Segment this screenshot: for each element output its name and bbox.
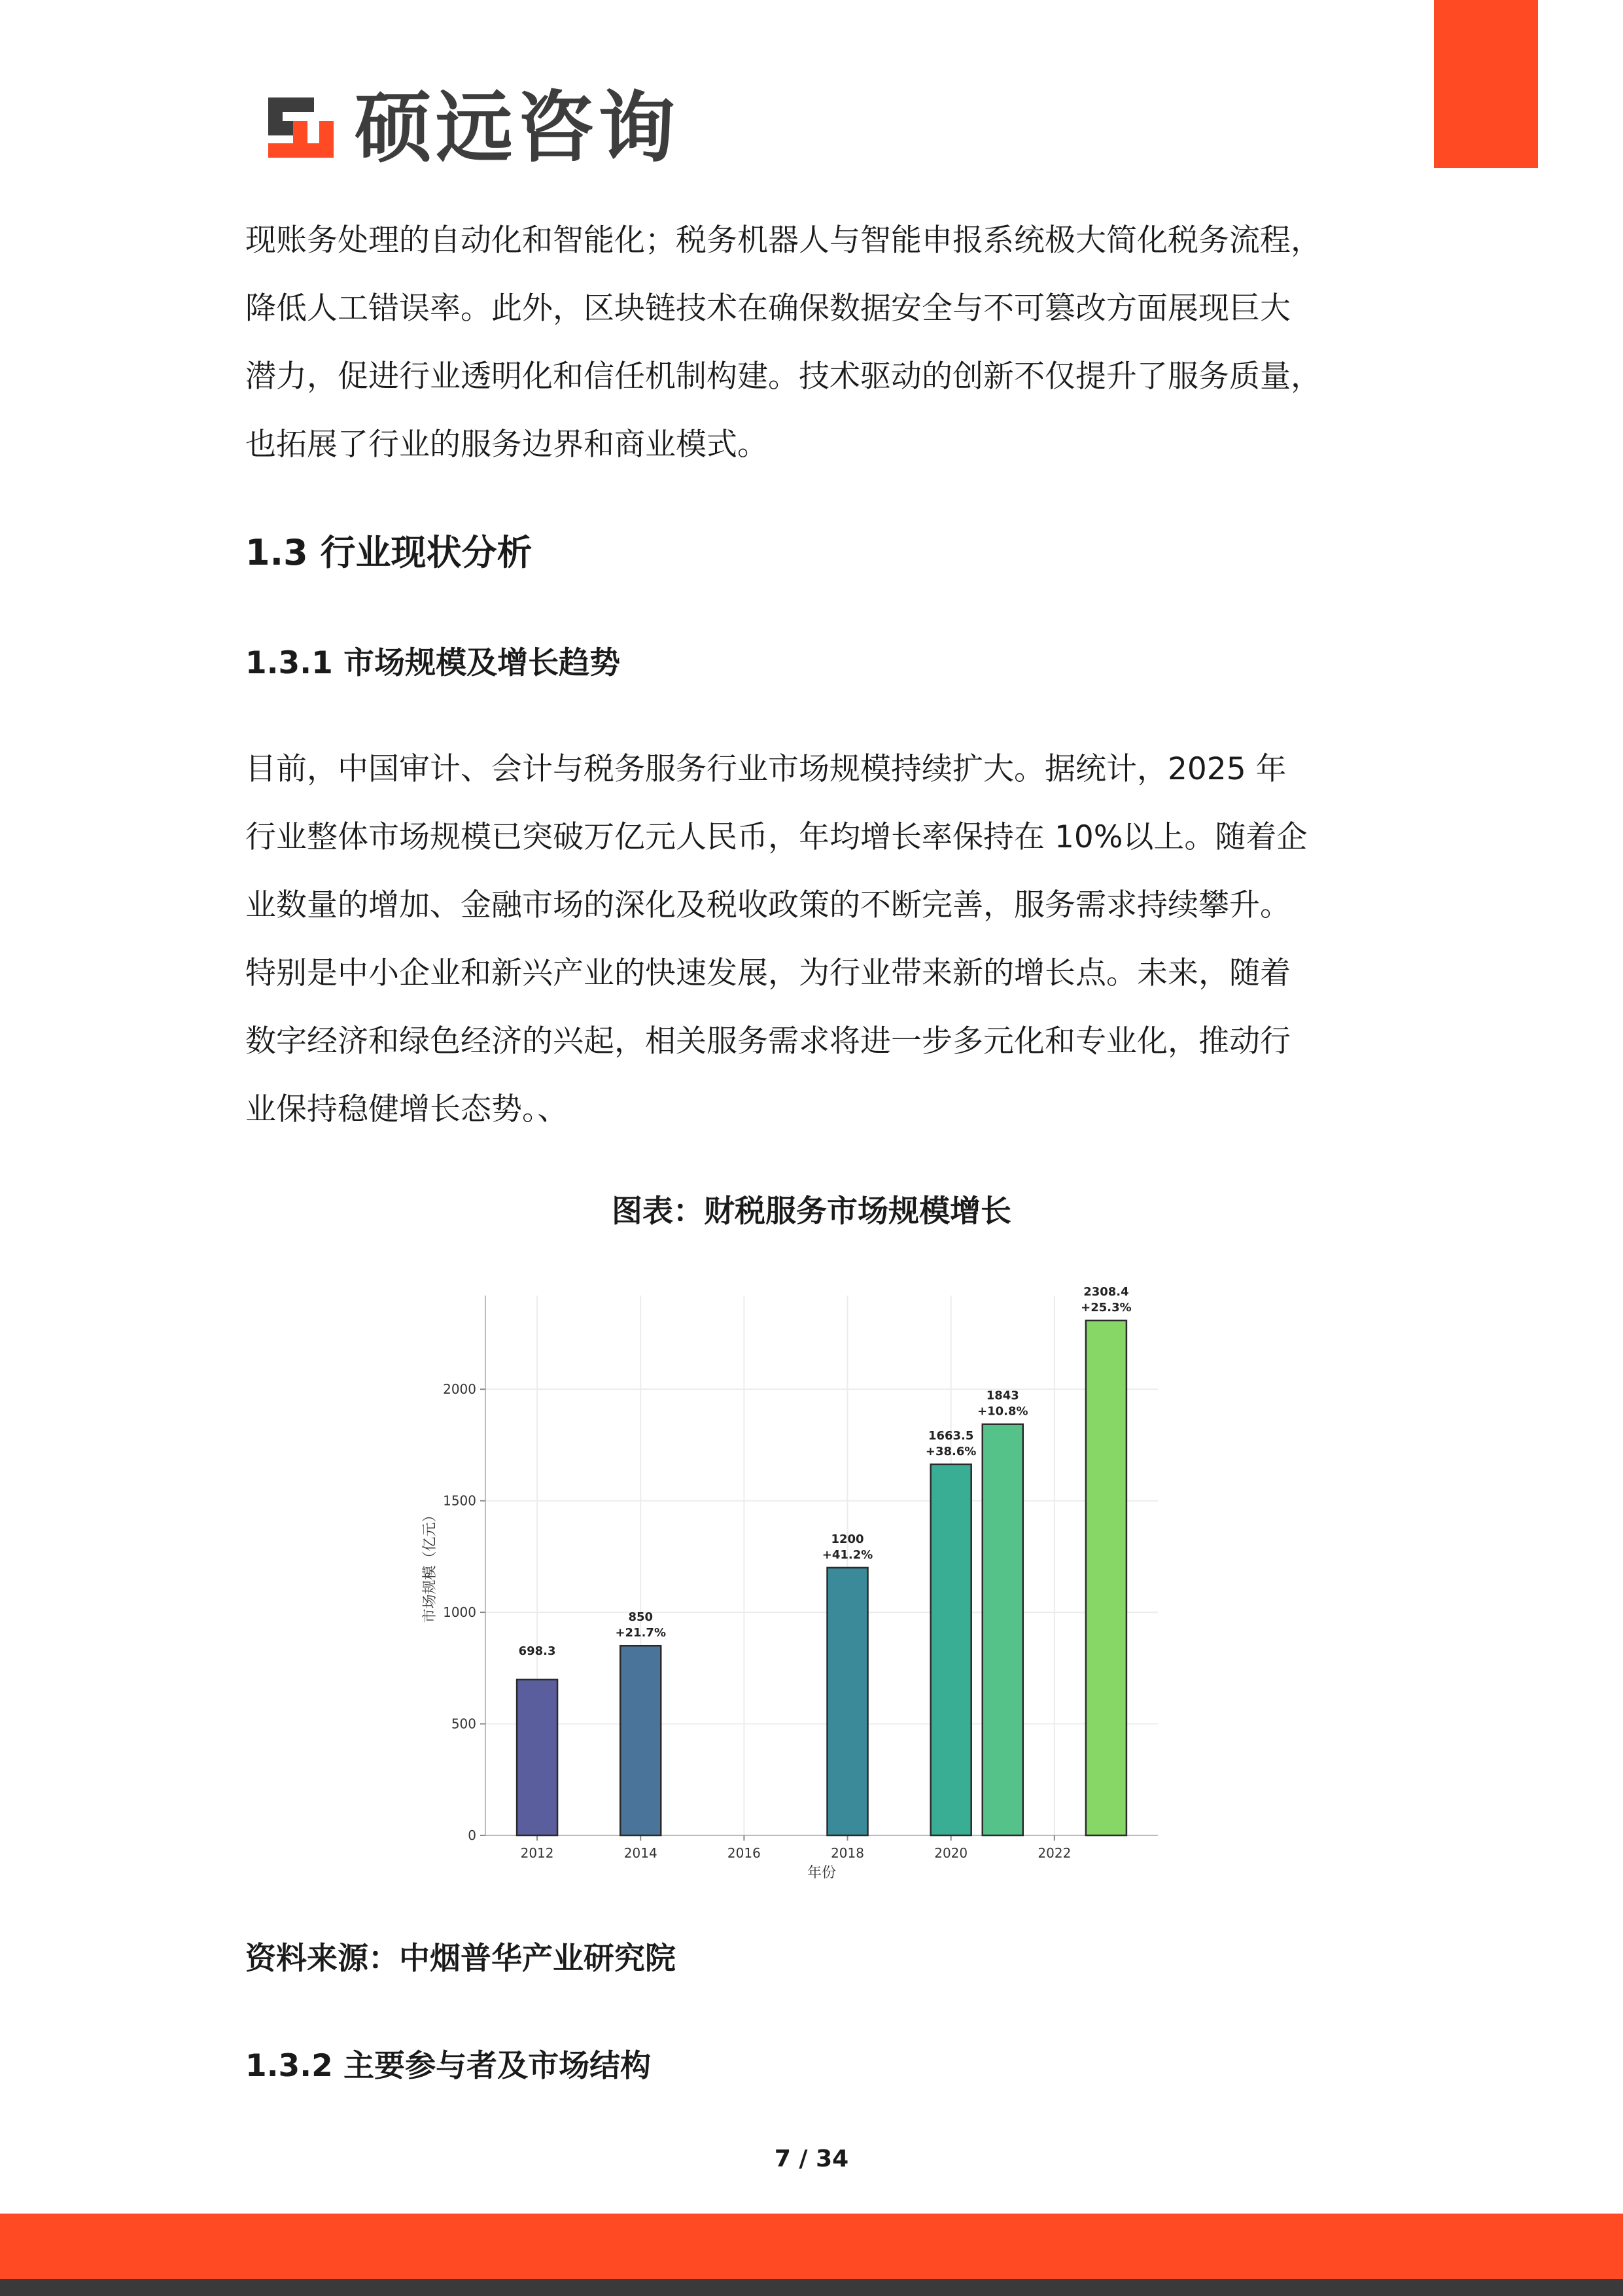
market-line: 数字经济和绿色经济的兴起，相关服务需求将进一步多元化和专业化，推动行	[245, 1023, 1291, 1059]
bar-growth-label: +41.2%	[822, 1547, 873, 1562]
chart-caption: 图表：财税服务市场规模增长	[612, 1193, 1011, 1229]
bar-value-label: 2308.4	[1083, 1285, 1129, 1299]
market-line: 行业整体市场规模已突破万亿元人民币，年均增长率保持在 10%以上。随着企	[245, 819, 1308, 855]
bar	[931, 1464, 971, 1835]
x-tick-label: 2022	[1038, 1845, 1072, 1861]
bar-growth-label: +38.6%	[925, 1444, 977, 1458]
y-tick-label: 1000	[443, 1604, 476, 1621]
bar-value-label: 1843	[986, 1388, 1019, 1403]
x-axis-label: 年份	[807, 1865, 837, 1881]
source-note: 资料来源：中烟普华产业研究院	[245, 1941, 676, 1977]
intro-line: 潜力，促进行业透明化和信任机制构建。技术驱动的创新不仅提升了服务质量，	[245, 359, 1321, 395]
bar	[1086, 1320, 1126, 1835]
bar-growth-label: +25.3%	[1081, 1301, 1132, 1315]
x-tick-label: 2012	[520, 1845, 554, 1861]
intro-line: 现账务处理的自动化和智能化；税务机器人与智能申报系统极大简化税务流程，	[245, 222, 1321, 258]
page-number: 7 / 34	[774, 2146, 849, 2172]
bar-value-label: 1200	[831, 1532, 864, 1546]
y-tick-label: 1500	[443, 1492, 476, 1509]
intro-line: 也拓展了行业的服务边界和商业模式。	[245, 427, 768, 463]
y-tick-label: 500	[451, 1716, 476, 1732]
s-block-logo-icon	[262, 88, 340, 167]
market-line: 特别是中小企业和新兴产业的快速发展，为行业带来新的增长点。未来，随着	[245, 955, 1291, 991]
y-tick-label: 0	[468, 1828, 476, 1843]
market-line: 业数量的增加、金融市场的深化及税收政策的不断完善，服务需求持续攀升。	[245, 887, 1291, 923]
x-tick-label: 2020	[934, 1845, 968, 1861]
bar	[828, 1568, 868, 1835]
bar	[620, 1646, 661, 1835]
market-size-bar-chart	[406, 1276, 1178, 1891]
intro-paragraph	[245, 207, 1384, 479]
footer-bar	[0, 2214, 1623, 2279]
bar-growth-label: +10.8%	[977, 1404, 1028, 1419]
bar	[517, 1680, 557, 1835]
y-tick-label: 2000	[443, 1381, 476, 1398]
header-corner-tab	[1434, 0, 1538, 168]
bar-value-label: 850	[628, 1610, 654, 1625]
x-tick-label: 2018	[831, 1845, 864, 1861]
bar-value-label: 698.3	[518, 1644, 556, 1658]
market-line: 业保持稳健增长态势。、	[245, 1091, 568, 1127]
market-line: 目前，中国审计、会计与税务服务行业市场规模持续扩大。据统计，2025 年	[245, 751, 1287, 787]
y-axis-label: 市场规模（亿元）	[422, 1508, 438, 1623]
section-heading: 1.3 行业现状分析	[245, 532, 532, 573]
bar-value-label: 1663.5	[928, 1428, 974, 1443]
x-tick-label: 2016	[727, 1845, 761, 1861]
bar	[983, 1424, 1023, 1835]
market-paragraph	[245, 735, 1384, 1144]
subsection-heading-market-size: 1.3.1 市场规模及增长趋势	[245, 645, 621, 681]
footer-dark-strip	[0, 2279, 1623, 2296]
bar-growth-label: +21.7%	[615, 1626, 666, 1640]
x-tick-label: 2014	[623, 1845, 657, 1861]
brand-name: 硕远咨询	[355, 82, 680, 173]
subsection-heading-participants: 1.3.2 主要参与者及市场结构	[245, 2048, 652, 2084]
brand-logo	[262, 82, 680, 173]
intro-line: 降低人工错误率。此外，区块链技术在确保数据安全与不可篡改方面展现巨大	[245, 291, 1291, 327]
